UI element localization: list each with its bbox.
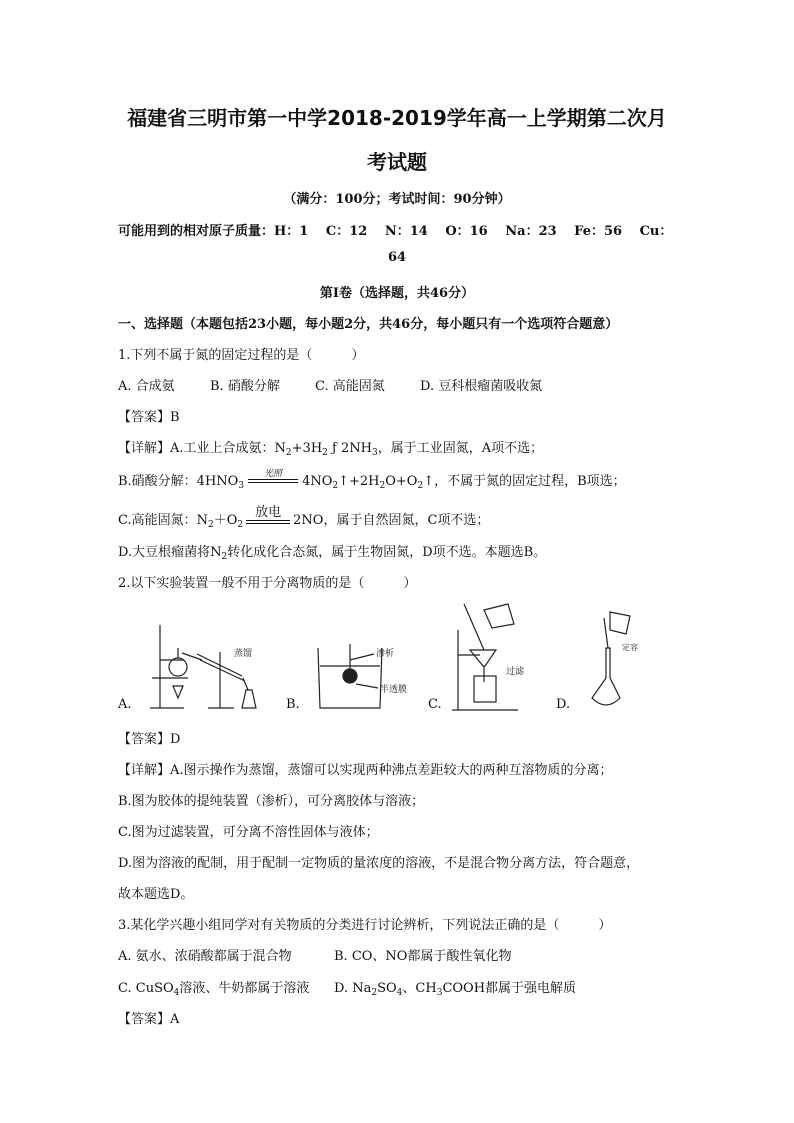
q2-detail-d-cont: 故本题选D。 [118,887,194,902]
detail-label: 【详解】 [118,441,171,456]
q3-stem: 3.某化学兴趣小组同学对有关物质的分类进行讨论辨析，下列说法正确的是（ ） [118,918,612,933]
q2-answer: 【答案】D [118,732,181,747]
fig-label-d: D. [556,697,571,712]
fig-text-filtration: 过滤 [506,667,525,677]
q3-options-ab [118,945,511,964]
q1-detail-d: D.大豆根瘤菌将$N_2$转化成化合态氮，属于生物固氮，D项不选。本题选B。 [118,545,547,562]
q1-option-c: C. 高能固氮 [315,379,385,394]
atomic-masses: 可能用到的相对原子质量：H：1 C：12 N：14 O：16 Na：23 Fe：56 Cu： [118,224,673,239]
fig-label-a: A. [118,697,132,712]
fig-label-c: C. [428,697,442,712]
reaction-arrow-discharge [246,506,290,524]
q3-options-cd [118,977,576,996]
q1-options [118,375,542,394]
q3-answer: 【答案】A [118,1012,180,1027]
fig-text-membrane: 半透膜 [380,685,408,695]
q3-option-c: C. CuSO$_4$溶液、牛奶都属于溶液 [118,981,310,998]
q1-detail-c: C.高能固氮：$N_2+O_2$ 放电 2NO，属于自然固氮，C项不选； [118,504,490,530]
q1-stem: 1.下列不属于氮的固定过程的是（ ） [118,348,365,363]
q1-detail-b: B.硝酸分解：$4HNO_3$ 光照 $4NO_2↑+2H_2O+O_2↑$，不属于氮的固定过程，B项选； [118,468,626,491]
dialysis-apparatus-figure [310,640,420,715]
doc-title-line2: 考试题 [367,150,427,174]
q3-option-a: A. 氨水、浓硝酸都属于混合物 [118,949,292,964]
section-heading: 一、选择题（本题包括23小题，每小题2分，共46分，每小题只有一个选项符合题意） [118,317,619,332]
volume-heading: 第Ⅰ卷（选择题，共46分） [319,286,475,301]
q1-option-a: A. 合成氨 [118,379,175,394]
q1-answer: 【答案】B [118,410,180,425]
q1-option-d: D. 豆科根瘤菌吸收氮 [420,379,543,394]
distillation-apparatus-figure [142,620,272,715]
q2-detail-d: D.图为溶液的配制，用于配制一定物质的量浓度的溶液，不是混合物分离方法，符合题意， [118,856,640,871]
reaction-arrow-light [248,469,298,483]
q3-option-d: D. $Na_2SO_4$、$CH_3COOH$都属于强电解质 [334,981,577,998]
q1-option-b: B. 硝酸分解 [210,379,280,394]
condition-light: 光照 [264,468,283,479]
q2-detail-b: B.图为胶体的提纯装置（渗析），可分离胶体与溶液； [118,794,425,809]
fig-text-volume: 定容 [622,643,638,652]
q2-stem: 2.以下实验装置一般不用于分离物质的是（ ） [118,576,417,591]
fig-label-b: B. [286,697,300,712]
q2-detail-a: 【详解】A.图示操作为蒸馏，蒸馏可以实现两种沸点差距较大的两种互溶物质的分离； [118,763,613,778]
fig-text-distillation: 蒸馏 [234,649,253,659]
atomic-masses-cont: 64 [387,250,407,265]
doc-title-line1: 福建省三明市第一中学2018-2019学年高一上学期第二次月 [127,106,667,130]
filtration-apparatus-figure [448,600,538,715]
fig-text-dialysis: 渗析 [376,649,395,659]
q3-option-b: B. CO、NO都属于酸性氧化物 [334,949,512,964]
q2-detail-c: C.图为过滤装置，可分离不溶性固体与液体； [118,825,379,840]
score-time: （满分：100分；考试时间：90分钟） [283,192,511,207]
q1-detail-a: 【详解】A.工业上合成氨：$N_2+3H_2$ ƒ $2NH_3$，属于工业固氮，A项不选； [118,441,544,458]
condition-discharge: 放电 [255,504,282,520]
volumetric-flask-figure [580,608,650,715]
